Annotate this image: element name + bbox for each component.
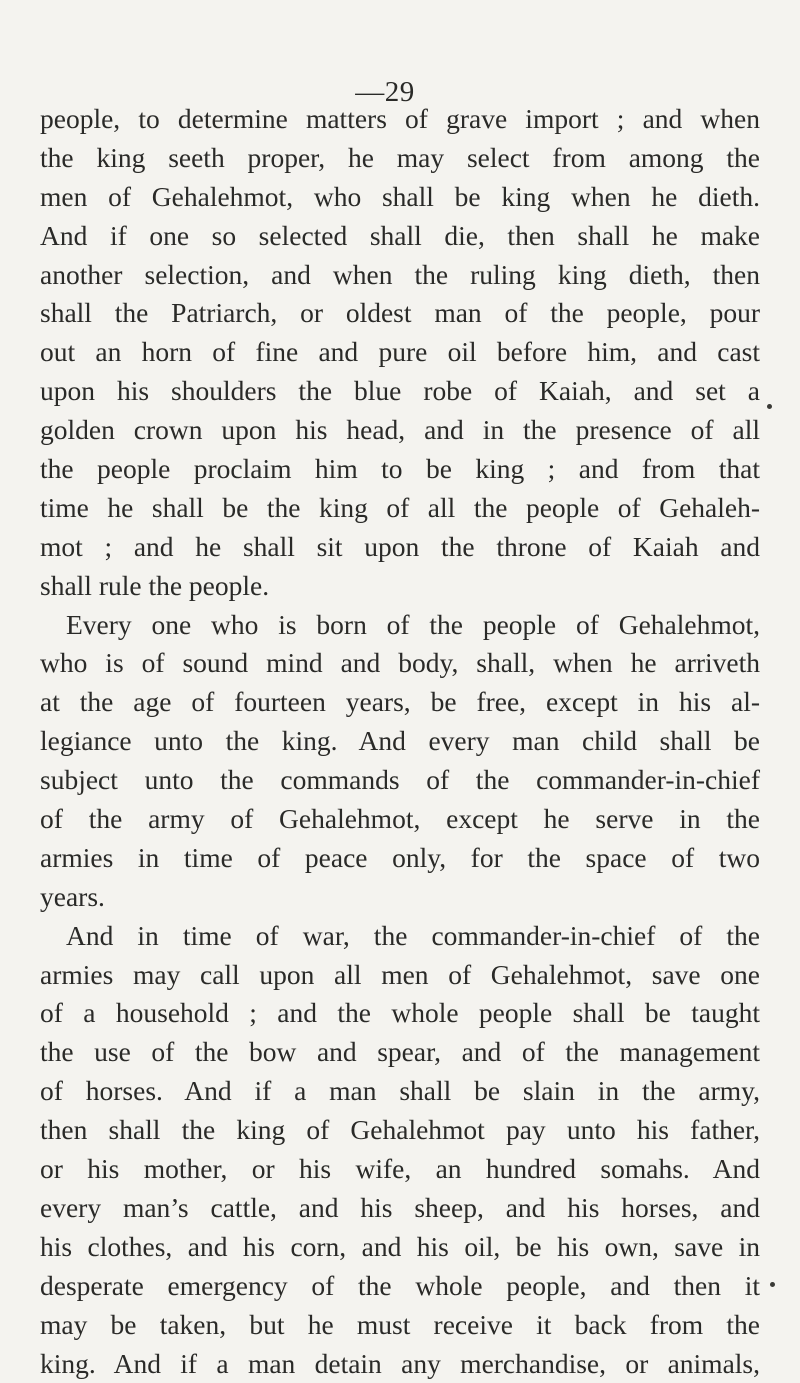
text-line: the people proclaim him to be king ; and from that <box>40 450 760 489</box>
text-line: men of Gehalehmot, who shall be king when he dieth. <box>40 178 760 217</box>
text-line: his clothes, and his corn, and his oil, be his own, save in <box>40 1228 760 1267</box>
text-line: another selection, and when the ruling king dieth, then <box>40 256 760 295</box>
text-line: golden crown upon his head, and in the presence of all <box>40 411 760 450</box>
text-line: shall rule the people. <box>40 567 760 606</box>
text-line: people, to determine matters of grave import ; and when <box>40 100 760 139</box>
ink-speck <box>767 404 772 409</box>
text-line: time he shall be the king of all the people of Gehaleh- <box>40 489 760 528</box>
text-line: every man’s cattle, and his sheep, and his horses, and <box>40 1189 760 1228</box>
text-line: the king seeth proper, he may select from among the <box>40 139 760 178</box>
text-line: And if one so selected shall die, then shall he make <box>40 217 760 256</box>
text-line: the use of the bow and spear, and of the management <box>40 1033 760 1072</box>
body-text <box>40 100 760 1383</box>
text-line: king. And if a man detain any merchandise, or animals, <box>40 1345 760 1383</box>
text-line: of the army of Gehalehmot, except he serve in the <box>40 800 760 839</box>
text-line: upon his shoulders the blue robe of Kaiah, and set a <box>40 372 760 411</box>
text-line: shall the Patriarch, or oldest man of the people, pour <box>40 294 760 333</box>
ink-speck <box>770 1282 775 1287</box>
text-line: desperate emergency of the whole people, and then it <box>40 1267 760 1306</box>
text-line: subject unto the commands of the commander-in-chief <box>40 761 760 800</box>
text-line: mot ; and he shall sit upon the throne of Kaiah and <box>40 528 760 567</box>
text-line: legiance unto the king. And every man child shall be <box>40 722 760 761</box>
text-line: may be taken, but he must receive it back from the <box>40 1306 760 1345</box>
text-line: out an horn of fine and pure oil before him, and cast <box>40 333 760 372</box>
text-line: then shall the king of Gehalehmot pay unto his father, <box>40 1111 760 1150</box>
text-line: at the age of fourteen years, be free, except in his al- <box>40 683 760 722</box>
text-line: Every one who is born of the people of Gehalehmot, <box>40 606 760 645</box>
text-line: years. <box>40 878 760 917</box>
text-line: And in time of war, the commander-in-chief of the <box>40 917 760 956</box>
text-line: armies may call upon all men of Gehalehmot, save one <box>40 956 760 995</box>
text-line: or his mother, or his wife, an hundred somahs. And <box>40 1150 760 1189</box>
text-line: of horses. And if a man shall be slain in the army, <box>40 1072 760 1111</box>
text-line: who is of sound mind and body, shall, when he arriveth <box>40 644 760 683</box>
page-number: —29 <box>0 76 770 109</box>
text-line: armies in time of peace only, for the space of two <box>40 839 760 878</box>
text-line: of a household ; and the whole people shall be taught <box>40 994 760 1033</box>
